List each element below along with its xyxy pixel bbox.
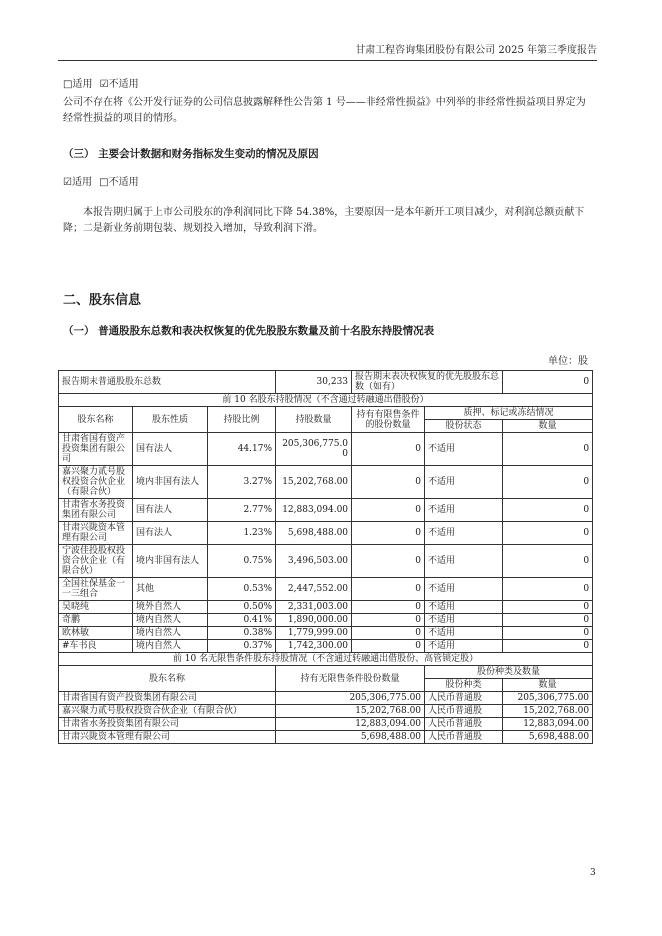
- cell-restricted: 0: [352, 627, 425, 640]
- total-shareholders-label: 报告期末普通股股东总数: [59, 371, 276, 394]
- cell-type: 人民币普通股: [425, 692, 503, 705]
- preferred-shareholders-label: 报告期末表决权恢复的优先股股东总数（如有）: [352, 371, 503, 394]
- table-row: [59, 578, 593, 601]
- cell-status: 不适用: [425, 545, 503, 578]
- table-row: [59, 499, 593, 522]
- cell-name: 全国社保基金一一三组合: [59, 578, 133, 601]
- table-row: [59, 705, 593, 718]
- cell-qty: 12,883,094.00: [276, 499, 352, 522]
- col-header-qty: 持股数量: [276, 407, 352, 433]
- summary-row: [59, 371, 593, 394]
- cell-count: 0: [503, 545, 593, 578]
- profit-change-explanation: 本报告期归属于上市公司股东的净利润同比下降 54.38%，主要原因一是本年新开工项目减少，对利润总额贡献下降；二是新业务前期包装、规划投入增加，导致利润下滑。: [63, 207, 585, 234]
- cell-ratio: 0.37%: [208, 640, 276, 653]
- cell-qty: 1,779,999.00: [276, 627, 352, 640]
- cell-count: 5,698,488.00: [503, 731, 593, 744]
- cell-qty: 1,890,000.00: [276, 614, 352, 627]
- table-subtitle-2: 前 10 名无限售条件股东持股情况（不含通过转融通出借股份、高管锁定股）: [59, 653, 593, 666]
- cell-qty: 205,306,775.00: [276, 692, 425, 705]
- unit-label: 单位：股: [548, 356, 588, 367]
- col2-header-name: 股东名称: [59, 666, 276, 692]
- preferred-shareholders-value: 0: [503, 371, 593, 394]
- cell-count: 0: [503, 578, 593, 601]
- table-row: [59, 640, 593, 653]
- cell-nature: 国有法人: [133, 433, 208, 466]
- applicability-checkboxes-1: [63, 78, 139, 92]
- cell-qty: 5,698,488.00: [276, 522, 352, 545]
- cell-count: 0: [503, 522, 593, 545]
- cell-name: 甘肃省水务投资集团有限公司: [59, 718, 276, 731]
- section-heading-shareholder-table: （一） 普通股股东总数和表决权恢复的优先股股东数量及前十名股东持股情况表: [63, 325, 435, 337]
- header-row: [59, 407, 593, 420]
- table-row: [59, 614, 593, 627]
- cell-ratio: 44.17%: [208, 433, 276, 466]
- cell-type: 人民币普通股: [425, 731, 503, 744]
- cell-qty: 15,202,768.00: [276, 705, 425, 718]
- cell-name: 宁波佳投股权投资合伙企业（有限合伙）: [59, 545, 133, 578]
- cell-name: 嘉兴聚力贰号股权投资合伙企业（有限合伙）: [59, 466, 133, 499]
- cell-name: 奇鹏: [59, 614, 133, 627]
- cell-status: 不适用: [425, 466, 503, 499]
- cell-ratio: 0.50%: [208, 601, 276, 614]
- cell-nature: 境内自然人: [133, 614, 208, 627]
- col-header-status: 股份状态: [425, 420, 503, 433]
- cell-status: 不适用: [425, 522, 503, 545]
- cell-count: 0: [503, 614, 593, 627]
- cell-status: 不适用: [425, 601, 503, 614]
- table-row: [59, 522, 593, 545]
- option-not-applicable: □不适用: [99, 177, 139, 188]
- col2-header-qty: 持有无限售条件股份数量: [276, 666, 425, 692]
- cell-count: 205,306,775.00: [503, 692, 593, 705]
- cell-restricted: 0: [352, 578, 425, 601]
- col-header-name: 股东名称: [59, 407, 133, 433]
- cell-name: 甘肃省水务投资集团有限公司: [59, 499, 133, 522]
- cell-name: 吴晓纯: [59, 601, 133, 614]
- cell-qty: 15,202,768.00: [276, 466, 352, 499]
- table-row: [59, 433, 593, 466]
- cell-status: 不适用: [425, 499, 503, 522]
- cell-nature: 其他: [133, 578, 208, 601]
- cell-status: 不适用: [425, 640, 503, 653]
- option-applicable: ☑适用: [63, 177, 92, 188]
- cell-type: 人民币普通股: [425, 718, 503, 731]
- cell-ratio: 1.23%: [208, 522, 276, 545]
- col-header-pledge: 质押、标记或冻结情况: [425, 407, 593, 420]
- cell-restricted: 0: [352, 499, 425, 522]
- cell-name: 欧林敏: [59, 627, 133, 640]
- cell-qty: 12,883,094.00: [276, 718, 425, 731]
- table-row: [59, 718, 593, 731]
- cell-qty: 2,447,552.00: [276, 578, 352, 601]
- section-heading-changes: （三） 主要会计数据和财务指标发生变动的情况及原因: [63, 148, 319, 160]
- cell-restricted: 0: [352, 433, 425, 466]
- nonrecurring-statement: 公司不存在将《公开发行证券的公司信息披露解释性公告第 1 号——非经常性损益》中列举的非经常性损益项目界定为经常性损益的项目的情形。: [63, 97, 586, 124]
- cell-ratio: 0.53%: [208, 578, 276, 601]
- cell-count: 0: [503, 433, 593, 466]
- cell-count: 15,202,768.00: [503, 705, 593, 718]
- cell-name: 嘉兴聚力贰号股权投资合伙企业（有限合伙）: [59, 705, 276, 718]
- section-title-shareholders: 二、股东信息: [63, 293, 142, 308]
- cell-restricted: 0: [352, 640, 425, 653]
- cell-ratio: 2.77%: [208, 499, 276, 522]
- col-header-nature: 股东性质: [133, 407, 208, 433]
- cell-restricted: 0: [352, 466, 425, 499]
- cell-nature: 境内非国有法人: [133, 545, 208, 578]
- cell-ratio: 0.41%: [208, 614, 276, 627]
- cell-qty: 205,306,775.00: [276, 433, 352, 466]
- cell-nature: 境内非国有法人: [133, 466, 208, 499]
- table-row: [59, 731, 593, 744]
- col2-header-type: 股份种类: [425, 679, 503, 692]
- col2-header-count: 数量: [503, 679, 593, 692]
- table-row: [59, 601, 593, 614]
- cell-qty: 1,742,300.00: [276, 640, 352, 653]
- cell-status: 不适用: [425, 627, 503, 640]
- cell-name: #车书良: [59, 640, 133, 653]
- table-subtitle: 前 10 名股东持股情况（不含通过转融通出借股份）: [59, 394, 593, 407]
- cell-ratio: 3.27%: [208, 466, 276, 499]
- cell-restricted: 0: [352, 614, 425, 627]
- cell-qty: 2,331,003.00: [276, 601, 352, 614]
- cell-count: 0: [503, 601, 593, 614]
- cell-status: 不适用: [425, 614, 503, 627]
- cell-nature: 境内自然人: [133, 627, 208, 640]
- cell-name: 甘肃省国有资产投资集团有限公司: [59, 692, 276, 705]
- cell-name: 甘肃省国有资产投资集团有限公司: [59, 433, 133, 466]
- col2-header-kind: 股份种类及数量: [425, 666, 593, 679]
- cell-nature: 国有法人: [133, 499, 208, 522]
- page-header: 甘肃工程咨询集团股份有限公司 2025 年第三季度报告: [355, 45, 597, 56]
- cell-nature: 境内自然人: [133, 640, 208, 653]
- cell-restricted: 0: [352, 601, 425, 614]
- header-row-2: [59, 666, 593, 679]
- cell-status: 不适用: [425, 578, 503, 601]
- cell-count: 12,883,094.00: [503, 718, 593, 731]
- cell-status: 不适用: [425, 433, 503, 466]
- cell-ratio: 0.75%: [208, 545, 276, 578]
- col-header-restricted: 持有有限售条件的股份数量: [352, 407, 425, 433]
- cell-qty: 5,698,488.00: [276, 731, 425, 744]
- cell-count: 0: [503, 640, 593, 653]
- col-header-count: 数量: [503, 420, 593, 433]
- cell-count: 0: [503, 466, 593, 499]
- page-number: 3: [590, 868, 596, 878]
- table-row: [59, 627, 593, 640]
- cell-count: 0: [503, 499, 593, 522]
- cell-name: 甘肃兴陇资本管理有限公司: [59, 522, 133, 545]
- top10-shareholders-table: [58, 370, 593, 744]
- cell-restricted: 0: [352, 545, 425, 578]
- option-applicable: □适用: [63, 79, 93, 90]
- total-shareholders-value: 30,233: [276, 371, 352, 394]
- cell-count: 0: [503, 627, 593, 640]
- header-divider: [58, 60, 597, 61]
- applicability-checkboxes-2: [63, 176, 139, 190]
- cell-ratio: 0.38%: [208, 627, 276, 640]
- cell-type: 人民币普通股: [425, 705, 503, 718]
- cell-restricted: 0: [352, 522, 425, 545]
- cell-name: 甘肃兴陇资本管理有限公司: [59, 731, 276, 744]
- table-row: [59, 466, 593, 499]
- option-not-applicable: ☑不适用: [99, 79, 139, 90]
- col-header-ratio: 持股比例: [208, 407, 276, 433]
- cell-qty: 3,496,503.00: [276, 545, 352, 578]
- cell-nature: 国有法人: [133, 522, 208, 545]
- table-row: [59, 692, 593, 705]
- table-row: [59, 545, 593, 578]
- cell-nature: 境外自然人: [133, 601, 208, 614]
